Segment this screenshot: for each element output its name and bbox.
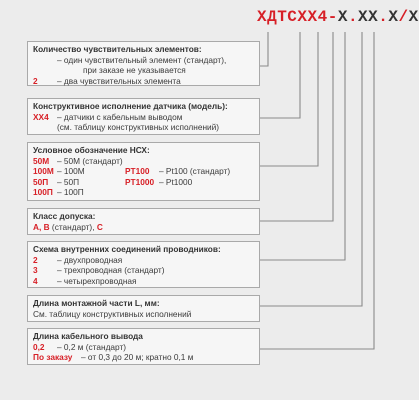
sensors-line-1: – один чувствительный элемент (стандарт), xyxy=(57,54,227,65)
cable-std-code: 0,2 xyxy=(33,341,45,352)
sensors-line-2: при заказе не указывается xyxy=(83,65,186,76)
nsh-code-100m: 100М xyxy=(33,166,54,177)
sensors-box xyxy=(27,41,260,86)
code-slash: / xyxy=(398,8,409,26)
accuracy-b-note: (стандарт), xyxy=(49,221,97,232)
cable-std-text: – 0,2 м (стандарт) xyxy=(57,341,127,352)
length-text: См. таблицу конструктивных исполнений xyxy=(33,308,192,319)
nsh-row-1 xyxy=(33,156,255,167)
connector-wiring xyxy=(260,32,345,260)
accuracy-sep: , xyxy=(39,221,44,232)
cable-title: Длина кабельного вывода xyxy=(33,331,143,341)
design-box xyxy=(27,98,260,135)
wiring-code-3: 3 xyxy=(33,265,38,276)
nsh-text-100p: – 100П xyxy=(57,187,84,198)
nsh-code-pt100: PT100 xyxy=(125,166,150,177)
connector-accuracy xyxy=(260,32,333,221)
design-line-1: – датчики с кабельным выводом xyxy=(57,111,183,122)
nsh-text-50p: – 50П xyxy=(57,176,80,187)
sensors-opt2-code: 2 xyxy=(33,75,38,86)
accuracy-box xyxy=(27,208,260,235)
wiring-code-4: 4 xyxy=(33,275,38,286)
accuracy-class-b: В xyxy=(43,221,50,232)
code-model: ХХ4 xyxy=(297,8,328,26)
nsh-code-50p: 50П xyxy=(33,176,49,187)
accuracy-class-a: А xyxy=(33,221,39,232)
code-part-3: Х xyxy=(388,8,399,26)
length-box xyxy=(27,295,260,322)
wiring-box xyxy=(27,241,260,288)
wiring-title: Схема внутренних соединений проводников: xyxy=(33,244,221,254)
code-part-4: Х xyxy=(408,8,419,26)
connector-sensors xyxy=(260,32,268,66)
nsh-box xyxy=(27,142,260,201)
connector-nsh xyxy=(260,32,318,166)
connector-design xyxy=(260,32,300,118)
cable-order-text: – от 0,3 до 20 м; кратно 0,1 м xyxy=(81,352,194,363)
nsh-code-100p: 100П xyxy=(33,187,53,198)
nsh-text-pt100: – Pt100 (стандарт) xyxy=(159,166,231,177)
design-code: ХХ4 xyxy=(33,111,49,122)
code-prefix: ХДТС xyxy=(257,8,298,26)
nsh-code-50m: 50М xyxy=(33,155,50,166)
code-dash: - xyxy=(327,8,338,26)
sensors-opt2-text: – два чувствительных элемента xyxy=(57,75,181,86)
design-title: Конструктивное исполнение датчика (модель): xyxy=(33,101,228,111)
code-dot-1: . xyxy=(347,8,359,26)
wiring-text-3: – трехпроводная (стандарт) xyxy=(57,265,165,276)
nsh-code-pt1000: PT1000 xyxy=(125,176,155,187)
design-line-2: (см. таблицу конструктивных исполнений) xyxy=(57,122,220,133)
nsh-row-3 xyxy=(33,177,255,188)
connector-cable xyxy=(260,32,374,349)
wiring-code-2: 2 xyxy=(33,254,38,265)
connector-length xyxy=(260,32,362,306)
wiring-text-4: – четырехпроводная xyxy=(57,275,137,286)
nsh-row-4 xyxy=(33,187,255,198)
code-part-1: Х xyxy=(337,8,348,26)
length-title: Длина монтажной части L, мм: xyxy=(33,298,160,308)
code-dot-2: . xyxy=(378,8,389,26)
cable-box xyxy=(27,328,260,365)
cable-order-code: По заказу xyxy=(33,352,73,363)
wiring-text-2: – двухпроводная xyxy=(57,254,123,265)
order-code xyxy=(257,8,419,30)
nsh-row-2 xyxy=(33,166,255,177)
nsh-title: Условное обозначение НСХ: xyxy=(33,145,150,155)
accuracy-class-c: С xyxy=(96,221,103,232)
accuracy-title: Класс допуска: xyxy=(33,211,96,221)
sensors-title: Количество чувствительных элементов: xyxy=(33,44,202,54)
nsh-text-pt1000: – Pt1000 xyxy=(159,176,193,187)
nsh-text-100m: – 100М xyxy=(57,166,85,177)
nsh-text-50m: – 50М (стандарт) xyxy=(57,155,123,166)
code-part-2: ХХ xyxy=(358,8,379,26)
